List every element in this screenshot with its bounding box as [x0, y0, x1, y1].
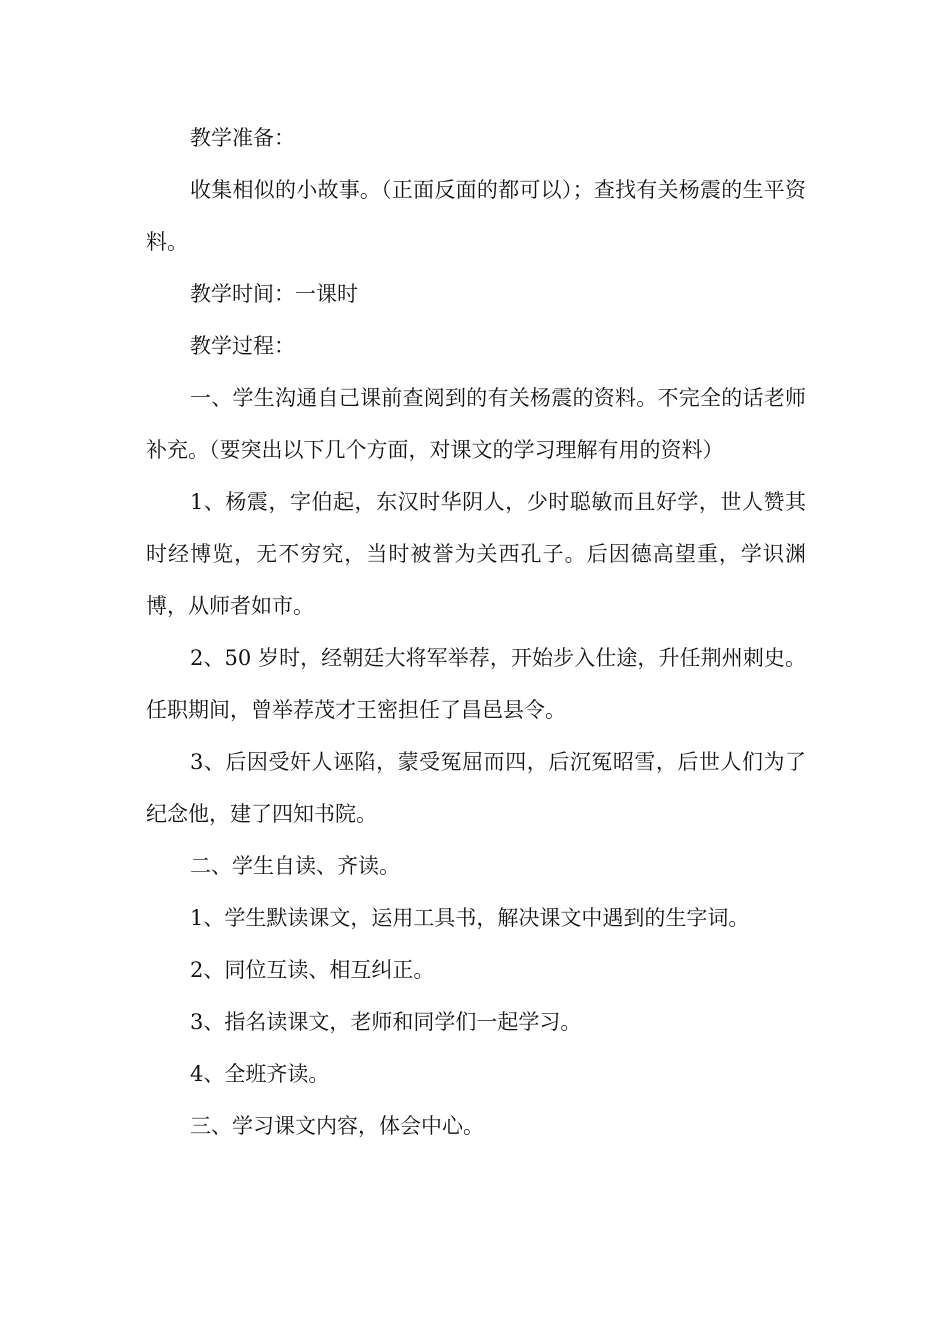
- paragraph-time: 教学时间：一课时: [190, 282, 358, 306]
- paragraph-item-2-1: 1、学生默读课文，运用工具书，解决课文中遇到的生字词。: [190, 906, 750, 930]
- document-body: [146, 112, 806, 1152]
- paragraph-process-heading: 教学过程：: [190, 334, 295, 358]
- paragraph-prep-heading: 教学准备：: [190, 126, 295, 150]
- paragraph-section-2: 二、学生自读、齐读。: [190, 854, 400, 878]
- paragraph-item-1-3: 3、后因受奸人诬陷，蒙受冤屈而四，后沉冤昭雪，后世人们为了纪念他，建了四知书院。: [146, 750, 806, 826]
- paragraph-section-3: 三、学习课文内容，体会中心。: [190, 1114, 484, 1138]
- paragraph-item-1-1: 1、杨震，字伯起，东汉时华阴人，少时聪敏而且好学，世人赞其时经博览，无不穷究，当时被誉为关西孔子。后因德高望重，学识渊博，从师者如市。: [146, 490, 806, 618]
- paragraph-item-2-2: 2、同位互读、相互纠正。: [190, 958, 435, 982]
- paragraph-section-1: 一、学生沟通自己课前查阅到的有关杨震的资料。不完全的话老师补充。（要突出以下几个方面，对课文的学习理解有用的资料）: [146, 386, 806, 462]
- paragraph-item-2-3: 3、指名读课文，老师和同学们一起学习。: [190, 1010, 582, 1034]
- paragraph-item-2-4: 4、全班齐读。: [190, 1062, 330, 1086]
- paragraph-item-1-2: 2、50 岁时，经朝廷大将军举荐，开始步入仕途，升任荆州刺史。任职期间，曾举荐茂才王密担任了昌邑县令。: [146, 646, 806, 722]
- paragraph-prep-content: 收集相似的小故事。（正面反面的都可以）；查找有关杨震的生平资料。: [146, 178, 806, 254]
